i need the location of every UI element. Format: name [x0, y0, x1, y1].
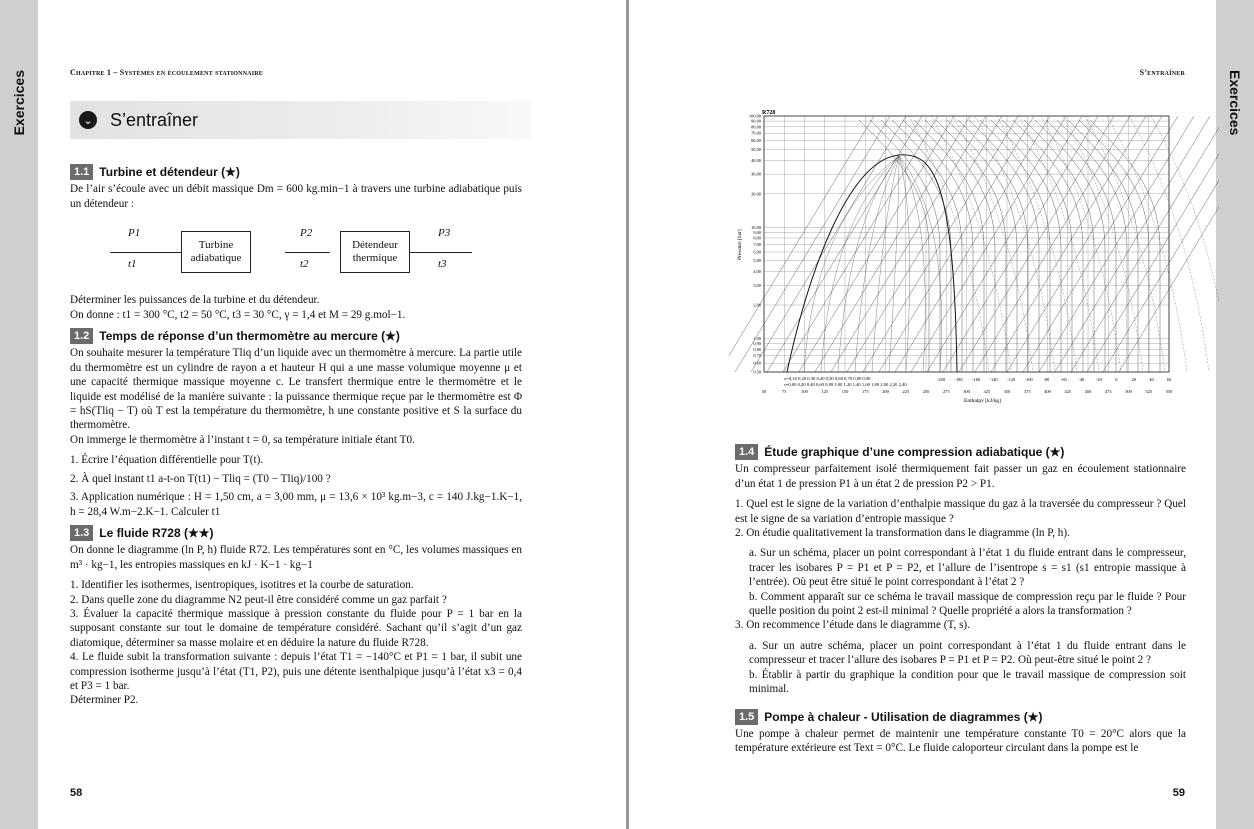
x-tick-label: 225 [902, 389, 910, 394]
y-tick-label: 90,00 [751, 118, 761, 124]
exercise-heading [735, 444, 1186, 460]
x-tick-label: 475 [1104, 389, 1112, 394]
exercise-number: 1.2 [70, 328, 93, 344]
y-tick-label: 0,70 [753, 353, 761, 359]
temperature-tick-label: -40 [1078, 377, 1085, 382]
isentrope-line [1103, 116, 1219, 372]
running-head-right: S’entraîner [1139, 68, 1185, 77]
isotherm-line [969, 120, 1039, 372]
diagram-x-ticks [762, 389, 1173, 394]
y-tick-label: 20,00 [751, 191, 761, 197]
side-tab-right[interactable] [1216, 0, 1254, 829]
isentrope-line [799, 116, 954, 372]
exercise-question: Déterminer P2. [70, 694, 139, 707]
exercise-question: 3. Application numérique : H = 1,50 cm, a = 3,00 mm, μ = 13,6 × 10³ kg.m−3, c = 140 J.kg−1.K−1, h = 28,4 W.m−2.K−1. Calculer t1 [70, 491, 522, 518]
isotitre-line [804, 156, 899, 372]
x-tick-label: 550 [1165, 389, 1173, 394]
page-58 [38, 0, 626, 829]
isentrope-line [1039, 116, 1194, 372]
page-number-left: 58 [70, 787, 83, 799]
exercise-text: On donne le diagramme (ln P, h) fluide R72. Les températures sont en °C, les volumes massiques en m³ · kg−1, les entropies massiques en kJ · K−1 · kg−1 [70, 544, 522, 571]
isochore-line [953, 116, 1033, 372]
x-tick-label: 250 [922, 389, 930, 394]
exercise-subquestion: a. Sur un schéma, placer un point correspondant à l’état 1 du fluide entrant dans le compresseur, tracer les isobares P = P1 et P = P2, et l’allure de l’isentrope s = s1 (s1 entropie massique à l’entrée). Où peut être situé le point correspondant à l’état 2 ? [749, 547, 1186, 589]
isochore-line [931, 116, 1011, 372]
isentrope-line [783, 116, 938, 372]
isochore-line [1151, 116, 1219, 372]
y-tick-label: 0,50 [753, 369, 761, 375]
temperature-tick-label: 20 [1131, 377, 1137, 382]
isotherm-line [1090, 120, 1160, 372]
y-tick-label: 10,00 [751, 224, 761, 230]
isotitre-line [899, 156, 925, 372]
x-tick-label: 425 [1064, 389, 1072, 394]
exercise-number: 1.5 [735, 709, 758, 725]
entropy-labels: s=0,00 0,20 0,40 0,60 0,80 1,00 1,20 1,40 1,60 1,80 2,00 2,20 2,40 [784, 382, 907, 387]
x-tick-label: 375 [1023, 389, 1031, 394]
running-head-left: Chapitre 1 – Systèmes en écoulement stationnaire [70, 68, 263, 77]
isentrope-line [1023, 116, 1178, 372]
x-tick-label: 500 [1125, 389, 1132, 394]
exercise-text: De l’air s’écoule avec un débit massique Dm = 600 kg.min−1 à travers une turbine adiabatique puis un détendeur : [70, 183, 522, 210]
label-p2: P2 [300, 227, 313, 240]
temperature-tick-label: -20 [1095, 377, 1102, 382]
isotherm-line [1068, 120, 1138, 372]
y-tick-label: 0,60 [753, 360, 761, 366]
temperature-tick-label: 40 [1149, 377, 1154, 382]
temperature-tick-label: 0 [1115, 377, 1118, 382]
label-t2: t2 [300, 258, 309, 271]
exercise-heading [735, 709, 1186, 725]
y-tick-label: 7,00 [753, 241, 761, 247]
flow-line [285, 252, 330, 253]
side-tab-right-label: Exercices [1227, 70, 1243, 136]
turbine-schema [70, 221, 522, 285]
x-tick-label: 200 [882, 389, 889, 394]
temperature-tick-label: -140 [989, 377, 998, 382]
isotitre-line [821, 156, 899, 372]
x-tick-label: 325 [983, 389, 991, 394]
exercise-title: Le fluide R728 (★★) [99, 525, 214, 540]
isotherm-line [914, 120, 984, 372]
y-tick-label: 1,00 [753, 336, 761, 342]
y-tick-label: 9,00 [753, 229, 761, 235]
section-banner [70, 101, 531, 139]
x-tick-label: 125 [821, 389, 829, 394]
isentrope-line [831, 116, 986, 372]
exercise-subquestion: b. Comment apparaît sur ce schéma le travail massique de compression reçu par le fluide ? Pour quelle position du point 2 est-il minimal ? Quelle propriété a alors la transformation ? [749, 590, 1186, 618]
x-tick-label: 50 [761, 389, 767, 394]
isotitre-line [855, 156, 899, 372]
x-tick-label: 75 [782, 389, 787, 394]
y-tick-label: 8,00 [753, 235, 761, 241]
page-59 [629, 0, 1216, 829]
x-tick-label: 100 [801, 389, 808, 394]
exercise-text: On donne : t1 = 300 °C, t2 = 50 °C, t3 = 30 °C, γ = 1,4 et M = 29 g.mol−1. [70, 308, 406, 321]
isentrope-line [1055, 116, 1210, 372]
isotherm-line [1024, 120, 1094, 372]
side-tab-left[interactable] [0, 0, 38, 829]
exercise-text: Une pompe à chaleur permet de maintenir une température constante T0 = 20°C alors que la température extérieure est Text = 0°C. Le fluide caloporteur circulant dans la pompe est le [735, 727, 1186, 755]
exercise-number: 1.3 [70, 525, 93, 541]
y-tick-label: 30,00 [751, 171, 761, 177]
turbine-box: Turbine adiabatique [181, 231, 251, 273]
exercise-heading [70, 525, 522, 541]
temperature-tick-label: -60 [1060, 377, 1067, 382]
exercise-question: 1. Identifier les isothermes, isentropiques, isotitres et la courbe de saturation. [70, 579, 414, 592]
isentrope-line [959, 116, 1114, 372]
isotherm-line [1079, 120, 1149, 372]
y-tick-label: 5,00 [753, 258, 761, 264]
isentrope-line [1007, 116, 1162, 372]
x-tick-label: 450 [1084, 389, 1092, 394]
y-tick-label: 60,00 [751, 138, 761, 144]
isotherm-line [1035, 120, 1105, 372]
label-p3: P3 [438, 227, 451, 240]
isotitre-line [838, 156, 899, 372]
exercises-left [70, 164, 522, 708]
exercise-title: Turbine et détendeur (★) [99, 165, 240, 179]
x-tick-label: 150 [841, 389, 849, 394]
exercise-heading [70, 328, 522, 344]
isotherm-line [991, 120, 1061, 372]
isentrope-line [767, 116, 922, 372]
temperature-tick-label: -100 [1024, 377, 1033, 382]
isochore-line [1085, 116, 1165, 372]
exercise-text: Déterminer les puissances de la turbine et du détendeur. [70, 294, 320, 307]
x-tick-label: 275 [942, 389, 950, 394]
x-tick-label: 350 [1003, 389, 1011, 394]
temperature-tick-label: -80 [1043, 377, 1050, 382]
exercise-question: 4. Le fluide subit la transformation suivante : depuis l’état T1 = −140°C et P1 = 1 bar, il subit une compression isotherme jusqu’à l’état (T1, P2), puis une détente isenthalpique jusqu’à l’état x3 = 0,4 et P3 = 1 bar. [70, 651, 522, 692]
diagram-y-ticks [749, 114, 762, 376]
page-number-right: 59 [1172, 787, 1185, 799]
y-tick-label: 40,00 [751, 157, 761, 163]
ph-diagram [729, 100, 1219, 410]
exercise-heading [70, 164, 522, 180]
isentrope-line [895, 116, 1050, 372]
isochore-line [1019, 116, 1099, 372]
y-tick-label: 100,00 [748, 113, 761, 119]
exercise-question: 1. Quel est le signe de la variation d’enthalpie massique du gaz à la traversée du compresseur ? Quel est le signe de sa variation d’entropie massique ? [735, 498, 1186, 525]
isotherm-line [958, 120, 1028, 372]
isentrope-line [975, 116, 1130, 372]
exercise-text: On souhaite mesurer la température Tliq d’un liquide avec un thermomètre à mercure. La partie utile du thermomètre est un cylindre de rayon a et hauteur H qui a une masse volumique moyenne μ et une capacité thermique massique moyenne c. Le transfert thermique entre le thermomètre et le liquide est modélisé de la manière suivante : la puissance thermique reçue par le thermomètre est Φ = hS(Tliq − T) où T est la température du thermomètre, h une constante positive et S la surface du thermomètre. [70, 347, 522, 432]
exercise-title: Pompe à chaleur - Utilisation de diagrammes (★) [764, 709, 1043, 724]
diagram-xlabel: Enthalpy [kJ/kg] [964, 398, 1001, 404]
exercise-text: Un compresseur parfaitement isolé thermiquement fait passer un gaz en écoulement stationnaire d’un état 1 de pression P1 à un état 2 de pression P2 > P1. [735, 463, 1186, 490]
temperature-tick-label: -180 [954, 377, 963, 382]
isentrope-line [847, 116, 1002, 372]
isentrope-line [911, 116, 1066, 372]
x-tick-label: 525 [1145, 389, 1153, 394]
isotherm-line [936, 120, 1006, 372]
y-tick-label: 70,00 [751, 130, 761, 136]
exercise-number: 1.1 [70, 164, 93, 180]
side-tab-left-label: Exercices [11, 70, 27, 136]
isotherm-line [892, 120, 962, 372]
exercises-right [735, 444, 1186, 756]
chevron-down-icon: ⌄ [79, 111, 97, 129]
exercise-subquestion: a. Sur un autre schéma, placer un point correspondant à l’état 1 du fluide entrant dans le compresseur et tracer l’allure des isobares P = P1 et P = P2. Où peut-être situé le point 2 ? [749, 639, 1186, 667]
y-tick-label: 50,00 [751, 146, 761, 152]
isochore-line [1041, 116, 1121, 372]
detendeur-box: Détendeur thermique [340, 231, 410, 273]
isochore-line [1063, 116, 1143, 372]
label-t1: t1 [128, 258, 137, 271]
exercise-title: Étude graphique d’une compression adiabatique (★) [764, 445, 1065, 459]
isotherm-line [1002, 120, 1072, 372]
temperature-tick-label: -200 [936, 377, 946, 382]
section-title: S’entraîner [110, 109, 199, 130]
x-tick-label: 175 [861, 389, 869, 394]
isotitre-line [899, 156, 910, 372]
temperature-tick-label: -160 [972, 377, 981, 382]
temperature-tick-label: -120 [1007, 377, 1016, 382]
flow-line [408, 252, 472, 253]
diagram-temperature-ticks [937, 377, 1172, 382]
isochore-line [975, 116, 1055, 372]
isochore-line [997, 116, 1077, 372]
exercise-text: On immerge le thermomètre à l’instant t = 0, sa température initiale étant T0. [70, 433, 415, 446]
isochore-line [909, 116, 989, 372]
exercise-question: 1. Écrire l’équation différentielle pour T(t). [70, 454, 264, 467]
x-tick-label: 400 [1044, 389, 1051, 394]
diagram-title: R728 [762, 110, 776, 116]
x-tick-label: 300 [963, 389, 970, 394]
y-tick-label: 4,00 [753, 269, 761, 275]
exercise-question: 2. On étudie qualitativement la transformation dans le diagramme (ln P, h). [735, 527, 1070, 540]
y-tick-label: 2,00 [753, 302, 761, 308]
quality-labels: x=0,10 0,20 0,30 0,40 0,50 0,60 0,70 0,80 0,90 [784, 376, 871, 381]
exercise-question: 2. Dans quelle zone du diagramme N2 peut-il être considéré comme un gaz parfait ? [70, 593, 447, 606]
isotitre-line [899, 156, 942, 372]
isotherm-line [903, 120, 973, 372]
isentrope-line [943, 116, 1098, 372]
exercise-question: 3. Évaluer la capacité thermique massique à pression constante du fluide pour P = 1 bar en la supposant constante sur tout le domaine de température considéré. Sachant qu’il s’agit d’un gaz diatomique, déterminer sa masse molaire et en déduire la nature du fluide R728. [70, 607, 522, 649]
y-tick-label: 80,00 [751, 124, 761, 130]
y-tick-label: 0,80 [753, 346, 761, 352]
saturation-curve [787, 155, 957, 372]
temperature-tick-label: 60 [1166, 377, 1172, 382]
exercise-question: 3. On recommence l’étude dans le diagramme (T, s). [735, 619, 970, 632]
label-t3: t3 [438, 258, 447, 271]
exercise-question: 2. À quel instant t1 a-t-on T(t1) − Tliq = (T0 − Tliq)/100 ? [70, 472, 331, 485]
isotherm-line [980, 120, 1050, 372]
isotherm-line [1057, 120, 1127, 372]
y-tick-label: 6,00 [753, 249, 761, 255]
y-tick-label: 3,00 [753, 282, 761, 288]
exercise-subquestion: b. Établir à partir du graphique la condition pour que le travail massique de compression soit minimal. [749, 668, 1186, 696]
label-p1: P1 [128, 227, 141, 240]
exercise-title: Temps de réponse d’un thermomètre au mercure (★) [99, 329, 400, 344]
y-tick-label: 0,90 [753, 341, 761, 347]
exercise-number: 1.4 [735, 444, 758, 460]
isochore-line [1107, 116, 1187, 372]
diagram-ylabel: Pressure [bar] [737, 229, 743, 260]
